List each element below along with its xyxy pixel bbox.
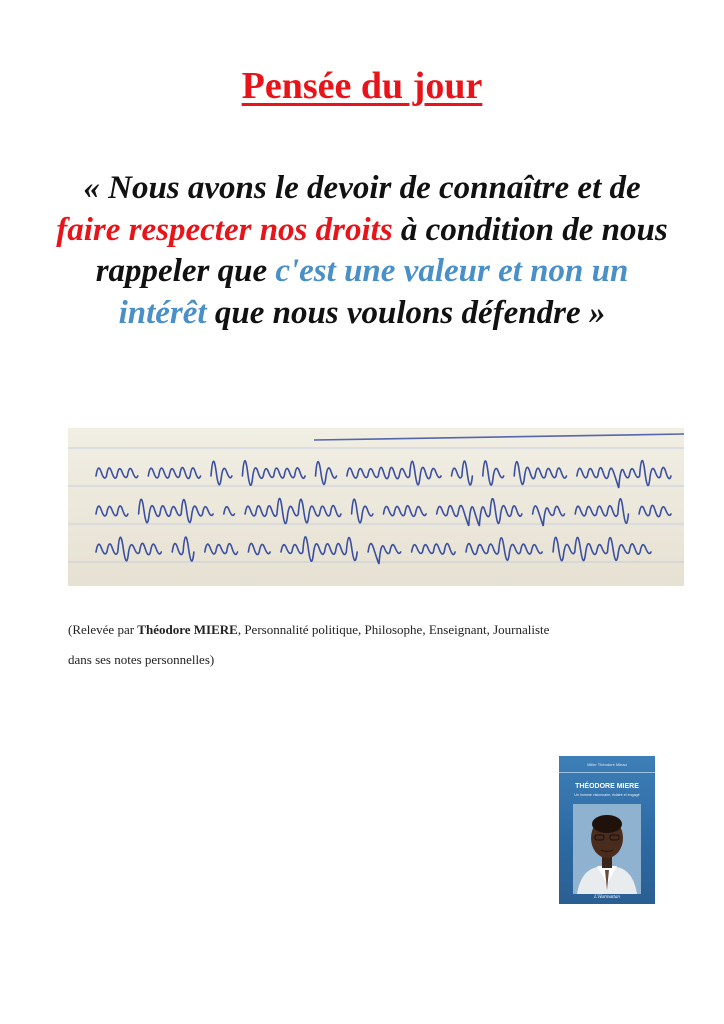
page-title: Pensée du jour [241, 65, 483, 107]
quote-highlight-red: faire respecter nos droits [56, 211, 393, 248]
quote-part-3: que nous voulons défendre » [206, 294, 606, 331]
caption-line-2: dans ses notes personnelles) [68, 652, 215, 667]
book-cover [559, 756, 655, 904]
quote-highlight-blue: c'est une valeur et non un intérêt [118, 253, 629, 331]
book-portrait-image [573, 804, 641, 894]
source-caption [68, 615, 688, 675]
book-title: THÉODORE MIERE [575, 783, 639, 790]
handwritten-note-svg [68, 428, 684, 586]
quote-text [56, 168, 668, 334]
quote-part-1: « Nous avons le devoir de connaître et de [83, 170, 641, 206]
book-subtitle: Un homme visionnaire, éclairé et engagé [574, 793, 640, 797]
handwritten-note-image [68, 428, 684, 586]
book-author: Miller Théodore Mieau [587, 762, 627, 767]
book-publisher: L'Harmattan [594, 895, 620, 900]
caption-line-1: (Relevée par Théodore MIERE, Personnalité politique, Philosophe, Enseignant, Journaliste [68, 622, 550, 637]
caption-author-name: Théodore MIERE [137, 622, 238, 637]
quote-part-2: à condition de nous rappeler que [95, 211, 668, 289]
